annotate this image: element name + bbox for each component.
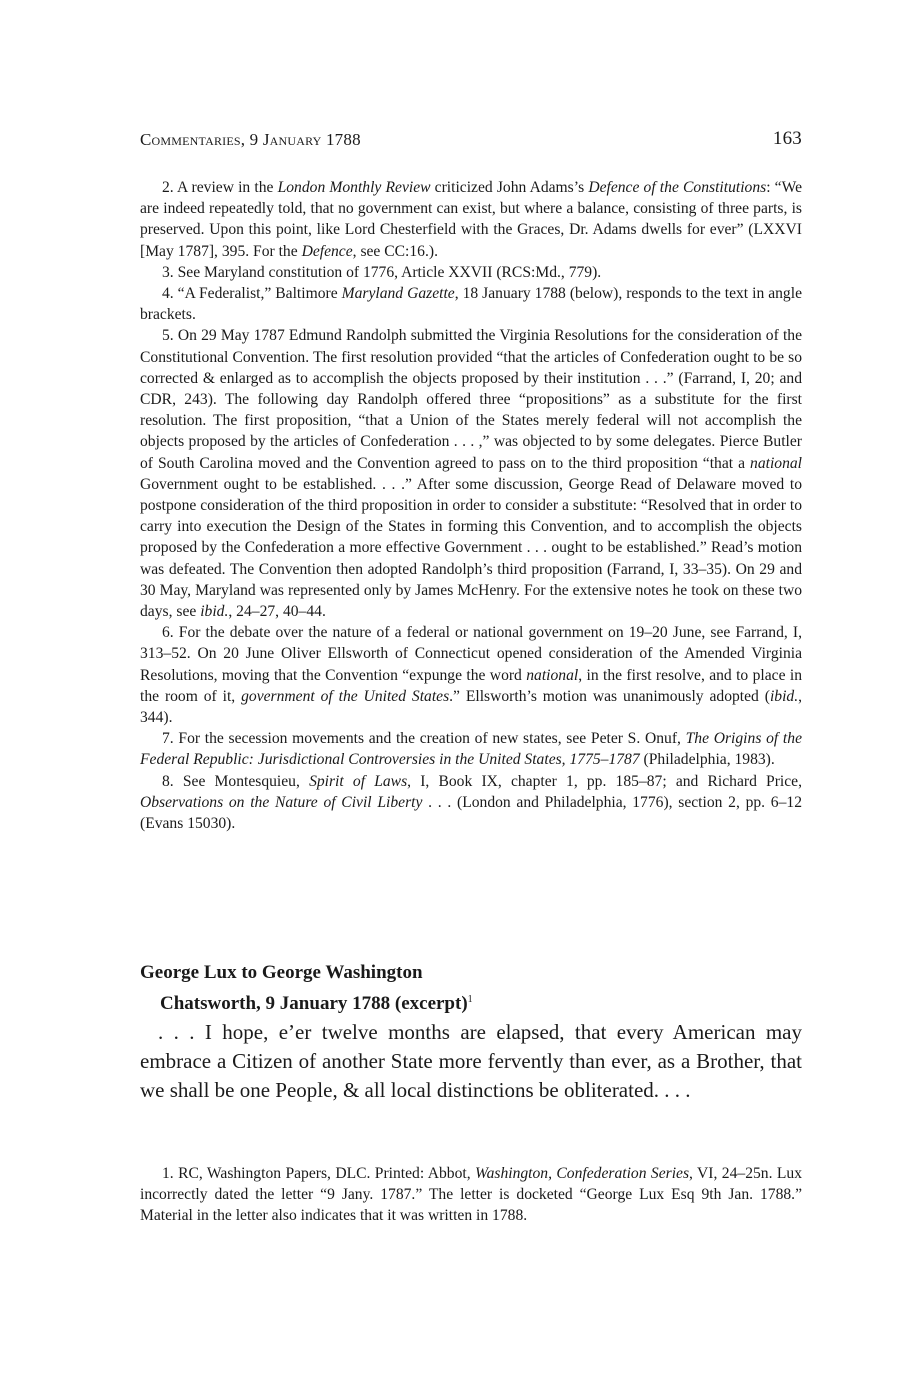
note-italic: Maryland Gazette bbox=[341, 285, 455, 303]
endnote-7 bbox=[140, 728, 802, 770]
note-italic: national bbox=[526, 666, 579, 684]
note-text: 3. See Maryland constitution of 1776, Article XXVII (RCS:Md., 779). bbox=[162, 263, 602, 281]
note-italic: ibid. bbox=[769, 687, 799, 705]
note-text: 4. “A Federalist,” Baltimore bbox=[162, 285, 342, 303]
heading-line-2 bbox=[140, 986, 802, 1017]
source-footnote bbox=[140, 1163, 802, 1227]
note-text: , 18 January 1788 (below), responds to the text in angle brackets. bbox=[140, 285, 802, 324]
note-italic: Defence bbox=[301, 242, 353, 260]
page-number: 163 bbox=[772, 128, 802, 149]
note-italic: London Monthly Review bbox=[277, 179, 431, 196]
note-italic: government of the United States bbox=[241, 687, 450, 705]
note-text: 7. For the secession movements and the creation of new states, see Peter S. Onuf, bbox=[162, 730, 686, 748]
endnote-3 bbox=[140, 262, 802, 283]
note-text: 8. See Montesquieu, bbox=[162, 772, 310, 790]
endnote-2 bbox=[140, 177, 802, 262]
note-italic: Spirit of Laws bbox=[309, 772, 408, 790]
note-italic: Washington, Confederation Series bbox=[475, 1165, 690, 1182]
note-italic: The Origins of the Federal Republic: Jurisdictional Controversies in the United States, 1775–1787 bbox=[140, 730, 802, 769]
footnote-mark: 1 bbox=[467, 994, 473, 1005]
note-text: : “We are indeed repeatedly told, that no government can exist, but where a balance, consisting of three parts, is preserved. Upon this point, like Lord Chesterfield with the Graces, Dr. Adams dwells for ever” (LXXVI [May 1787], 395. For the bbox=[140, 179, 802, 260]
running-head-title: Commentaries, 9 January 1788 bbox=[140, 130, 361, 149]
note-text: , see CC:16.). bbox=[352, 242, 438, 260]
document-heading bbox=[140, 959, 802, 1017]
note-italic: Defence of the Constitutions bbox=[588, 179, 767, 196]
endnotes-section bbox=[140, 177, 802, 834]
heading-line-1: George Lux to George Washington bbox=[140, 962, 423, 983]
note-italic: ibid. bbox=[200, 603, 229, 621]
note-text: , VI, 24–25n. Lux incorrectly dated the letter “9 Jany. 1787.” The letter is docketed “George Lux Esq 9th Jan. 1788.” Material in the letter also indicates that it was written in 1788. bbox=[140, 1165, 803, 1225]
note-text: .” Ellsworth’s motion was unanimously adopted ( bbox=[449, 687, 770, 705]
note-text: criticized John Adams’s bbox=[430, 179, 589, 196]
note-text: 6. For the debate over the nature of a federal or national government on 19–20 June, see Farrand, I, 313–52. On 20 June Oliver Ellsworth of Connecticut opened consideration of the Amended Virginia Resolutions, moving that the Convention “expunge the word bbox=[140, 624, 802, 684]
endnote-5 bbox=[140, 325, 802, 622]
note-text: Government ought to be established. . . .” After some discussion, George Read of Delaware moved to postpone consideration of the third proposition in order to consider a substitute: “Resolved that in order to carry into execution the Design of the States in forming this Convention, and to accomplish the objects proposed by the Confederation a more effective Government . . . ought to be established.” Read’s motion was defeated. The Convention then adopted Randolph’s third proposition (Farrand, I, 33–35). On 29 and 30 May, Maryland was represented only by James McHenry. For the extensive notes he took on these two days, see bbox=[140, 475, 802, 621]
note-italic: Observations on the Nature of Civil Liberty bbox=[140, 793, 423, 811]
note-text: , in the first resolve, and to place in the room of it, bbox=[140, 666, 802, 705]
note-italic: national bbox=[750, 454, 802, 472]
endnote-8 bbox=[140, 771, 802, 835]
note-text: . . . (London and Philadelphia, 1776), section 2, pp. 6–12 (Evans 15030). bbox=[140, 793, 802, 833]
note-text: (Philadelphia, 1983). bbox=[639, 751, 775, 769]
note-text: , I, Book IX, chapter 1, pp. 185–87; and Richard Price, bbox=[407, 772, 802, 790]
running-head bbox=[140, 130, 802, 154]
note-text: 1. RC, Washington Papers, DLC. Printed: Abbot, bbox=[162, 1165, 476, 1182]
endnote-4 bbox=[140, 283, 802, 325]
note-text: , 24–27, 40–44. bbox=[228, 603, 326, 621]
letter-excerpt: . . . I hope, e’er twelve months are elapsed, that every American may embrace a Citizen of another State more fervently than ever, as a Brother, that we shall be one People, & all local distinctions be obliterated. . . . bbox=[140, 1020, 802, 1102]
heading-place-date: Chatsworth, 9 January 1788 (excerpt) bbox=[160, 993, 468, 1014]
endnote-6 bbox=[140, 622, 802, 728]
note-text: , 344). bbox=[140, 687, 803, 727]
note-text: 2. A review in the bbox=[162, 179, 278, 196]
note-text: 5. On 29 May 1787 Edmund Randolph submitted the Virginia Resolutions for the consideration of the Constitutional Convention. The first resolution provided “that the articles of Confederation ought to be so corrected & enlarged as to accomplish the objects proposed by their institution . . .” (Farrand, I, 20; and CDR, 243). The following day Randolph offered three “propositions” as a substitute for the first resolution. The first proposition, “that a Union of the States merely federal will not accomplish the objects proposed by the articles of Confederation . . . ,” was objected to by some delegates. Pierce Butler of South Carolina moved and the Convention agreed to pass on to the third proposition “that a bbox=[140, 327, 802, 472]
